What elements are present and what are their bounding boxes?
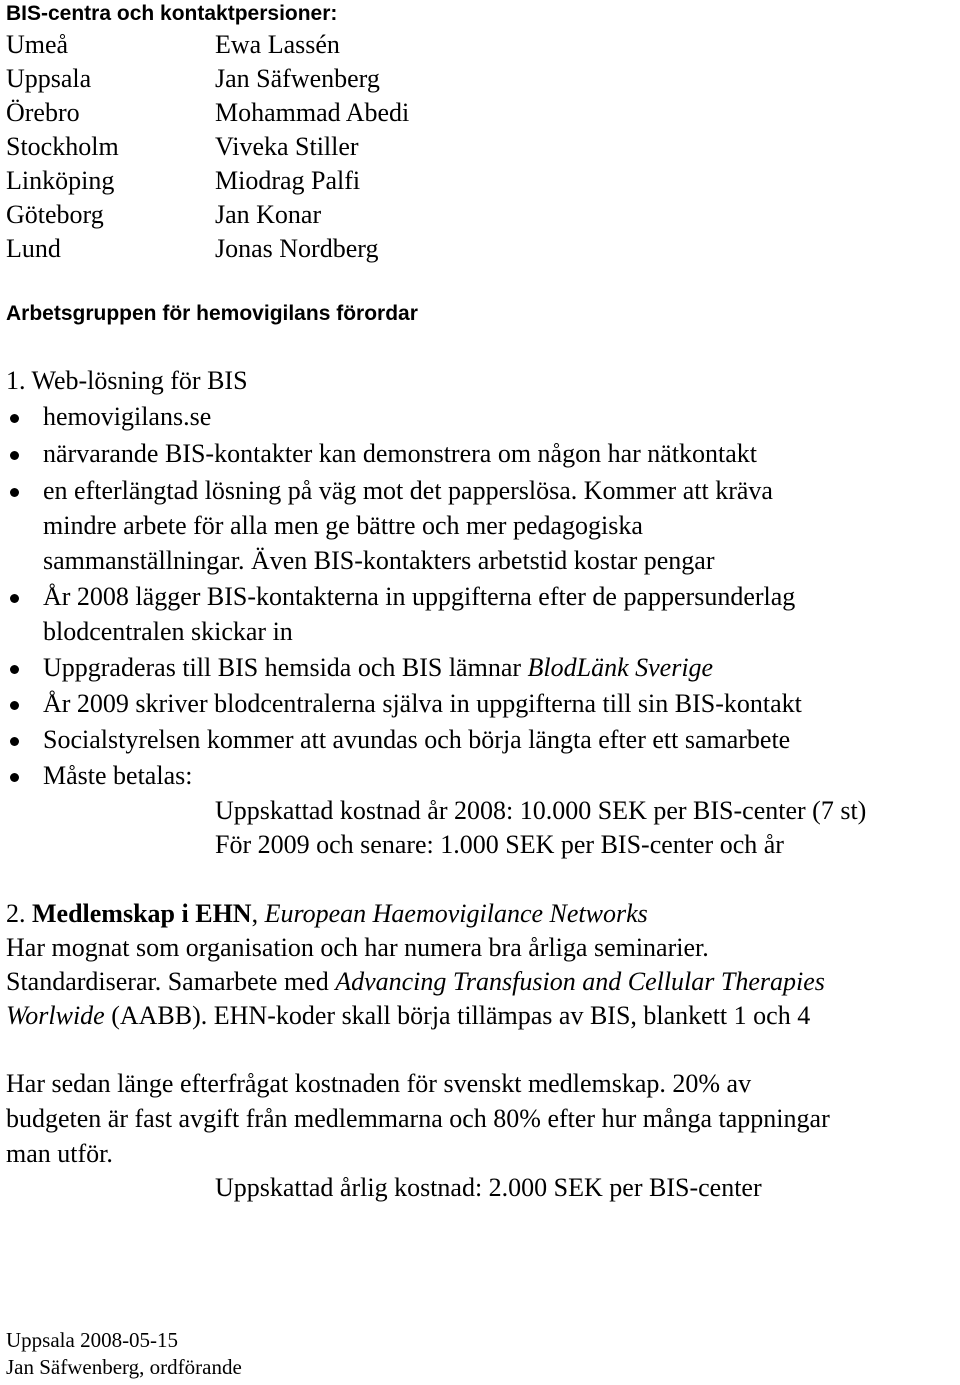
item2-text <box>6 1001 810 1031</box>
contact-person: Viveka Stiller <box>215 132 359 161</box>
bullet-dot <box>10 701 19 710</box>
item2-bold-title: Medlemskap i EHN <box>32 899 252 928</box>
item2-text-italic: Worlwide <box>6 1001 105 1030</box>
bullet-text: en efterlängtad lösning på väg mot det papperslösa. Kommer att kräva <box>43 476 773 505</box>
bullet-dot <box>10 737 19 746</box>
contact-city: Göteborg <box>6 200 104 229</box>
bullet-dot <box>10 665 19 674</box>
contact-city: Örebro <box>6 98 80 127</box>
contact-city: Stockholm <box>6 132 119 161</box>
contact-city: Uppsala <box>6 64 92 93</box>
bullet-dot <box>10 488 19 497</box>
contact-city: Lund <box>6 234 61 263</box>
item2-heading <box>6 899 648 929</box>
bullet-text-italic: BlodLänk Sverige <box>527 653 714 682</box>
bullet-text: blodcentralen skickar in <box>43 617 293 646</box>
bullet-text: sammanställningar. Även BIS-kontakters arbetstid kostar pengar <box>43 546 715 575</box>
footer-signature: Jan Säfwenberg, ordförande <box>6 1355 242 1379</box>
item2-text <box>6 967 825 997</box>
contact-person: Ewa Lassén <box>215 30 340 59</box>
cost-line: För 2009 och senare: 1.000 SEK per BIS-center och år <box>215 830 784 859</box>
bullet-text: År 2008 lägger BIS-kontakterna in uppgifterna efter de pappersunderlag <box>43 582 796 611</box>
contact-person: Jonas Nordberg <box>215 234 379 263</box>
contact-person: Miodrag Palfi <box>215 166 361 195</box>
bullet-text <box>43 653 713 683</box>
contact-person: Jan Konar <box>215 200 322 229</box>
bullet-dot <box>10 773 19 782</box>
bullet-dot <box>10 414 19 423</box>
section-heading: Arbetsgruppen för hemovigilans förordar <box>6 302 418 325</box>
contact-city: Linköping <box>6 166 115 195</box>
item2-paragraph-line: man utför. <box>6 1139 113 1168</box>
item2-number: 2. <box>6 899 32 928</box>
bullet-text: Måste betalas: <box>43 761 193 790</box>
bullet-dot <box>10 451 19 460</box>
bullet-text: hemovigilans.se <box>43 402 212 431</box>
contact-person: Mohammad Abedi <box>215 98 410 127</box>
item2-paragraph-line: Har sedan länge efterfrågat kostnaden för svenskt medlemskap. 20% av <box>6 1069 752 1098</box>
bullet-text: Socialstyrelsen kommer att avundas och börja längta efter ett samarbete <box>43 725 791 754</box>
item2-separator: , <box>251 899 265 928</box>
footer-place-date: Uppsala 2008-05-15 <box>6 1328 179 1352</box>
cost-line: Uppskattad årlig kostnad: 2.000 SEK per BIS-center <box>215 1173 762 1202</box>
bullet-text: mindre arbete för alla men ge bättre och mer pedagogiska <box>43 511 643 540</box>
bullet-dot <box>10 594 19 603</box>
item1-heading: 1. Web-lösning för BIS <box>6 366 248 395</box>
contact-city: Umeå <box>6 30 69 59</box>
contact-person: Jan Säfwenberg <box>215 64 380 93</box>
bullet-text: År 2009 skriver blodcentralerna själva in uppgifterna till sin BIS-kontakt <box>43 689 802 718</box>
item2-italic-title: European Haemovigilance Networks <box>264 899 648 928</box>
cost-line: Uppskattad kostnad år 2008: 10.000 SEK per BIS-center (7 st) <box>215 796 867 825</box>
item2-paragraph-line: budgeten är fast avgift från medlemmarna och 80% efter hur många tappningar <box>6 1104 830 1133</box>
item2-text-prefix: Standardiserar. Samarbete med <box>6 967 336 996</box>
bullet-text: närvarande BIS-kontakter kan demonstrera om någon har nätkontakt <box>43 439 758 468</box>
page-title: BIS-centra och kontaktpersioner: <box>6 2 338 25</box>
item2-text-rest: (AABB). EHN-koder skall börja tillämpas av BIS, blankett 1 och 4 <box>104 1001 811 1030</box>
item2-text-italic: Advancing Transfusion and Cellular Therapies <box>335 967 825 996</box>
bullet-text-prefix: Uppgraderas till BIS hemsida och BIS lämnar <box>43 653 528 682</box>
item2-text: Har mognat som organisation och har numera bra årliga seminarier. <box>6 933 709 962</box>
